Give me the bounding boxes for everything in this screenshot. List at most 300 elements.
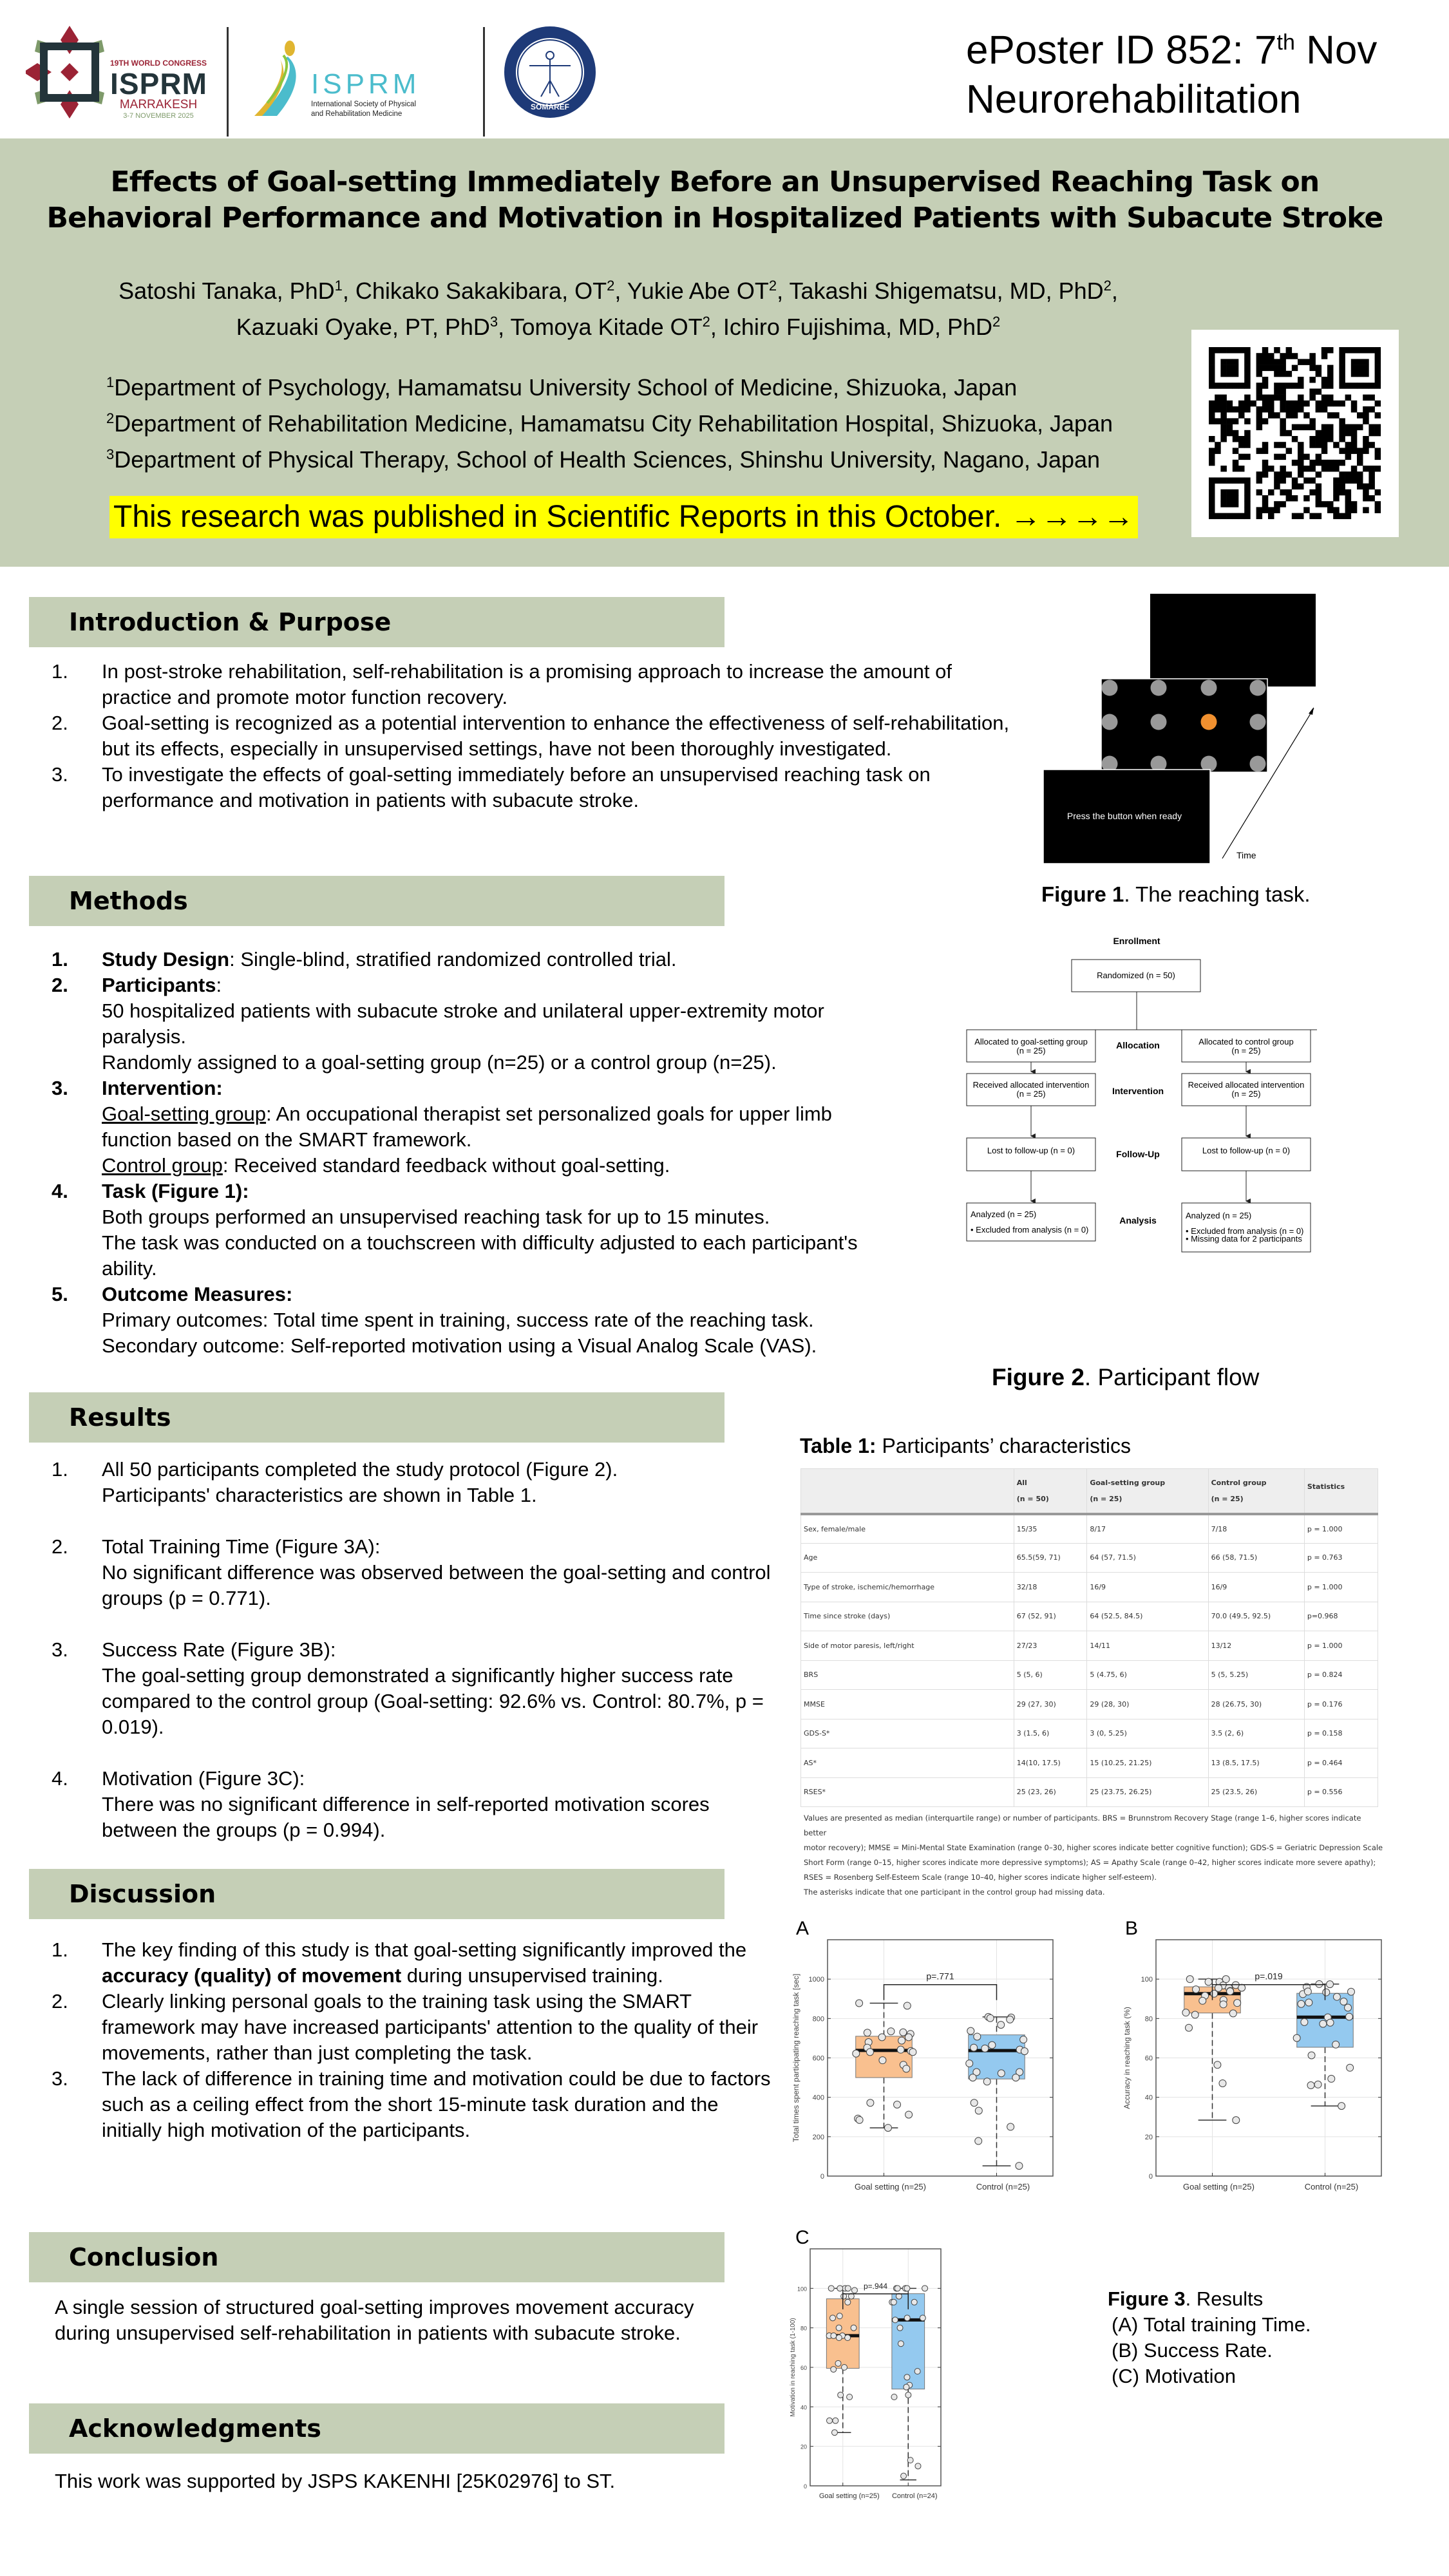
qr-module <box>1327 424 1334 431</box>
table-cell: 3.5 (2, 6) <box>1208 1719 1304 1748</box>
qr-module <box>1368 430 1375 437</box>
introduction-list <box>52 659 1018 813</box>
chart-3c-motivation <box>786 2215 1121 2512</box>
qr-module <box>1215 442 1221 448</box>
table-cell: 25 (23.5, 26) <box>1208 1777 1304 1807</box>
qr-module <box>1345 454 1352 460</box>
qr-module <box>1316 388 1322 395</box>
stage-intervention: Intervention <box>1112 1086 1164 1096</box>
qr-module <box>1345 501 1352 507</box>
data-point <box>987 2014 994 2022</box>
qr-module <box>1262 359 1269 365</box>
table-row <box>801 1719 1378 1748</box>
qr-module <box>1227 424 1233 431</box>
qr-module <box>1215 513 1221 520</box>
data-point <box>1227 1988 1234 1995</box>
data-point <box>895 2286 900 2291</box>
qr-module <box>1357 484 1363 490</box>
qr-module <box>1256 383 1263 389</box>
qr-module <box>1333 484 1340 490</box>
data-point <box>856 2000 863 2007</box>
data-point <box>1186 1976 1193 1983</box>
qr-module <box>1321 442 1328 448</box>
data-point <box>1333 1993 1340 2000</box>
data-point <box>1007 2016 1014 2023</box>
row-label: Sex, female/male <box>801 1514 1014 1544</box>
data-point <box>866 2049 873 2056</box>
affiliation: $^2$Department of Rehabilitation Medicine, Hamamatsu City Rehabilitation Hospital, Shizuoka, Japan <box>106 410 1113 437</box>
poster-title: Effects of Goal-setting Immediately Before an Unsupervised Reaching Task on Behavioral Performance and Motivation in Hospitalized Patients with Subacute Stroke <box>46 166 1383 234</box>
figure-3-caption: Figure 3. Results (A) Total training Time. (B) Success Rate. (C) Motivation <box>1108 2287 1311 2387</box>
qr-module <box>1256 388 1263 395</box>
data-point <box>1214 2061 1221 2069</box>
qr-module <box>1368 383 1375 389</box>
svg-text:3-7 NOVEMBER 2025: 3-7 NOVEMBER 2025 <box>123 112 194 120</box>
y-tick-label: 400 <box>812 2094 824 2102</box>
qr-module <box>1256 489 1263 496</box>
qr-module <box>1321 353 1328 359</box>
qr-module <box>1274 395 1280 401</box>
data-point <box>922 2286 928 2291</box>
qr-module <box>1345 395 1352 401</box>
qr-module <box>1298 401 1304 407</box>
figure-2-participant-flow <box>953 927 1391 1378</box>
qr-module <box>1280 383 1286 389</box>
qr-module <box>1298 377 1304 383</box>
qr-module <box>1209 454 1215 460</box>
qr-module <box>1227 383 1233 389</box>
qr-module <box>1233 436 1239 442</box>
qr-module <box>1368 406 1375 413</box>
data-point <box>864 2029 871 2036</box>
qr-module <box>1244 430 1251 437</box>
qr-module <box>1316 489 1322 496</box>
table-row <box>801 1660 1378 1690</box>
qr-module <box>1303 454 1310 460</box>
qr-module <box>1244 359 1251 365</box>
qr-module <box>1345 347 1352 354</box>
qr-module <box>1220 401 1227 407</box>
qr-module <box>1327 365 1334 372</box>
qr-module <box>1309 395 1316 401</box>
box-analysis-goal <box>967 1203 1095 1241</box>
qr-module <box>1368 471 1375 478</box>
screen-start-text: Press the button when ready <box>1066 811 1182 821</box>
qr-module <box>1292 401 1298 407</box>
qr-module <box>1333 477 1340 484</box>
qr-module <box>1345 424 1352 431</box>
qr-module <box>1339 365 1345 372</box>
section-heading-discussion: Discussion <box>29 1869 724 1919</box>
qr-module <box>1256 365 1263 372</box>
panel-label-a: A <box>796 1918 810 1939</box>
qr-module <box>1357 477 1363 484</box>
table-cell: 27/23 <box>1014 1631 1087 1661</box>
qr-module <box>1316 501 1322 507</box>
qr-module <box>1286 406 1293 413</box>
qr-module <box>1233 501 1239 507</box>
qr-module <box>1303 359 1310 365</box>
qr-module <box>1220 359 1227 365</box>
data-point <box>1020 2036 1027 2043</box>
qr-module <box>1220 466 1227 472</box>
qr-module <box>1238 454 1245 460</box>
qr-module <box>1262 377 1269 383</box>
list-item: 3. The lack of difference in training time and motivation could be due to factors such as a ceiling effect from the short 15-minute task duration and the initially high motivation of the participants. <box>52 2067 771 2141</box>
methods-list <box>52 947 902 1359</box>
qr-module <box>1357 471 1363 478</box>
qr-module <box>1209 495 1215 502</box>
data-point <box>1307 2082 1314 2089</box>
qr-module <box>1244 442 1251 448</box>
qr-module <box>1375 412 1381 419</box>
data-point <box>897 2046 904 2053</box>
qr-module <box>1327 460 1334 466</box>
qr-module <box>1316 365 1322 372</box>
qr-module <box>1274 347 1280 354</box>
qr-module <box>1309 466 1316 472</box>
data-point <box>1205 1978 1212 1985</box>
qr-module <box>1215 395 1221 401</box>
qr-module <box>1244 383 1251 389</box>
qr-module <box>1220 383 1227 389</box>
data-point <box>1220 2001 1227 2008</box>
qr-module <box>1262 466 1269 472</box>
qr-module <box>1345 430 1352 437</box>
qr-module <box>1309 424 1316 431</box>
qr-module <box>1363 406 1369 413</box>
table-cell: 15 (10.25, 21.25) <box>1087 1748 1208 1778</box>
qr-module <box>1375 371 1381 377</box>
svg-text:19TH WORLD CONGRESS: 19TH WORLD CONGRESS <box>109 59 207 68</box>
qr-module <box>1274 365 1280 372</box>
author-list: Satoshi Tanaka, PhD$^1$, Chikako Sakakibara, $OT^2$, Yukie Abe $OT^2$, Takashi Shigematsu, MD, PhD$^2$, Kazuaki Oyake, PT, PhD$^3$, Tomoya Kitade $OT^2$, Ichiro Fujishima, MD, PhD$^2$ <box>118 278 1118 340</box>
section-heading-results: Results <box>29 1392 724 1443</box>
qr-module <box>1351 442 1358 448</box>
qr-module <box>1298 424 1304 431</box>
qr-module <box>1286 412 1293 419</box>
data-point <box>897 2325 903 2331</box>
qr-module <box>1244 454 1251 460</box>
participants-table <box>800 1468 1378 1807</box>
qr-module <box>1339 377 1345 383</box>
qr-module <box>1244 347 1251 354</box>
data-point <box>891 2299 896 2305</box>
chart-3b-success-rate <box>1121 1913 1391 2196</box>
qr-module <box>1363 395 1369 401</box>
qr-module <box>1256 359 1263 365</box>
data-point <box>898 2037 905 2044</box>
qr-module <box>1268 513 1274 520</box>
qr-module <box>1351 430 1358 437</box>
table-cell: 66 (58, 71.5) <box>1208 1543 1304 1573</box>
qr-module <box>1244 377 1251 383</box>
data-point <box>1238 1984 1245 1991</box>
qr-module <box>1262 401 1269 407</box>
qr-module <box>1268 507 1274 513</box>
qr-module <box>1233 347 1239 354</box>
table-cell: 25 (23, 26) <box>1014 1777 1087 1807</box>
qr-module <box>1268 395 1274 401</box>
target-dot <box>1201 714 1217 730</box>
qr-module <box>1286 353 1293 359</box>
data-point <box>879 2057 886 2064</box>
qr-module <box>1368 495 1375 502</box>
qr-module <box>1286 383 1293 389</box>
qr-module <box>1357 454 1363 460</box>
table-cell: 64 (57, 71.5) <box>1087 1543 1208 1573</box>
data-point <box>845 2299 851 2305</box>
qr-module <box>1238 477 1245 484</box>
svg-text:Randomized (n = 50): Randomized (n = 50) <box>1097 971 1175 980</box>
qr-module <box>1375 359 1381 365</box>
screen-targets <box>1101 679 1267 772</box>
qr-module <box>1309 489 1316 496</box>
qr-module <box>1262 418 1269 424</box>
qr-module <box>1357 359 1363 365</box>
qr-module <box>1209 418 1215 424</box>
qr-module <box>1321 466 1328 472</box>
qr-module <box>1321 347 1328 354</box>
qr-module <box>1303 466 1310 472</box>
table-row <box>801 1777 1378 1807</box>
qr-module <box>1368 424 1375 431</box>
qr-module <box>1345 448 1352 454</box>
data-point <box>1338 2103 1345 2110</box>
qr-module <box>1363 484 1369 490</box>
qr-module <box>1286 495 1293 502</box>
list-item: 1. All 50 participants completed the study protocol (Figure 2). Participants' characteristics are shown in Table 1. <box>52 1458 618 1506</box>
column-header <box>801 1469 1014 1514</box>
data-point <box>911 2299 917 2305</box>
qr-module <box>1286 430 1293 437</box>
data-point <box>893 2317 898 2323</box>
table-1-notes: Values are presented as median (interquartile range) or number of participants. BRS = Brunnstrom Recovery Stage (range 1–6, higher scores indicate better motor recovery); MMSE = Mini-Mental State Examination (range 0–30, higher scores indicate better cognitive function); GDS-S = Geriatric Depression Scale Short Form (range 0–15, higher scores indicate more depressive symptoms); AS = Apathy Scale (range 0–42, higher scores indicate more severe apathy); RSES = Rosenberg Self-Esteem Scale (range 10–40, higher scores indicate higher self-esteem). The asterisks indicate that one participant in the control group had missing data. <box>804 1814 1383 1897</box>
qr-module <box>1327 412 1334 419</box>
qr-module <box>1280 454 1286 460</box>
qr-module <box>1274 471 1280 478</box>
results-list <box>52 1457 773 1843</box>
qr-module <box>1321 424 1328 431</box>
list-item: 1. The key finding of this study is that goal-setting significantly improved the accuracy (quality) of movement during unsupervised training. <box>52 1938 747 1987</box>
qr-module <box>1280 466 1286 472</box>
qr-module <box>1339 477 1345 484</box>
qr-module <box>1292 353 1298 359</box>
svg-text:(n = 25): (n = 25) <box>1016 1046 1046 1056</box>
qr-module <box>1262 353 1269 359</box>
y-tick-label: 600 <box>812 2054 824 2063</box>
table-cell: 13 (8.5, 17.5) <box>1208 1748 1304 1778</box>
qr-module <box>1345 489 1352 496</box>
row-label: AS* <box>801 1748 1014 1778</box>
data-point <box>1293 2034 1300 2041</box>
qr-module <box>1274 371 1280 377</box>
data-point <box>1234 2000 1241 2007</box>
list-item: 3. Success Rate (Figure 3B): The goal-setting group demonstrated a significantly higher success rate compared to the control group (Goal-setting: 92.6% vs. Control: 80.7%, p = 0.019). <box>52 1638 764 1738</box>
qr-module <box>1363 371 1369 377</box>
stage-enrollment: Enrollment <box>1113 936 1160 946</box>
y-tick-label: 20 <box>1144 2133 1153 2141</box>
data-point <box>878 2034 886 2041</box>
row-label: Age <box>801 1543 1014 1573</box>
qr-module <box>1351 365 1358 372</box>
qr-module <box>1321 430 1328 437</box>
qr-module <box>1280 395 1286 401</box>
qr-module <box>1303 424 1310 431</box>
qr-module <box>1351 347 1358 354</box>
qr-module <box>1375 383 1381 389</box>
table-cell: 5 (4.75, 6) <box>1087 1660 1208 1690</box>
data-point <box>833 2418 838 2423</box>
qr-module <box>1363 448 1369 454</box>
qr-module <box>1351 466 1358 472</box>
qr-module <box>1345 513 1352 520</box>
qr-module <box>1209 401 1215 407</box>
data-point <box>1193 1986 1200 1993</box>
qr-module <box>1333 401 1340 407</box>
data-point <box>1211 1990 1218 1997</box>
qr-module <box>1321 460 1328 466</box>
qr-module <box>1333 495 1340 502</box>
qr-module <box>1209 436 1215 442</box>
qr-module <box>1321 501 1328 507</box>
qr-module <box>1262 442 1269 448</box>
qr-module <box>1303 507 1310 513</box>
qr-module <box>1351 359 1358 365</box>
qr-module <box>1227 418 1233 424</box>
qr-module <box>1220 406 1227 413</box>
qr-module <box>1209 371 1215 377</box>
qr-module <box>1262 406 1269 413</box>
qr-module <box>1375 454 1381 460</box>
data-point <box>907 2458 913 2463</box>
qr-module <box>1363 365 1369 372</box>
qr-module <box>1298 454 1304 460</box>
qr-module <box>1280 477 1286 484</box>
qr-module <box>1351 507 1358 513</box>
qr-module <box>1280 471 1286 478</box>
qr-module <box>1298 484 1304 490</box>
p-value-label: p=.771 <box>926 1971 954 1982</box>
y-tick-label: 0 <box>1148 2173 1153 2181</box>
qr-module <box>1292 412 1298 419</box>
qr-module <box>1316 442 1322 448</box>
table-cell: p = 0.763 <box>1304 1543 1378 1573</box>
row-label: BRS <box>801 1660 1014 1690</box>
chart-3a-training-time <box>786 1913 1121 2196</box>
qr-module <box>1244 401 1251 407</box>
qr-module <box>1351 471 1358 478</box>
qr-module <box>1321 448 1328 454</box>
qr-module <box>1303 401 1310 407</box>
qr-module <box>1363 507 1369 513</box>
qr-module <box>1375 466 1381 472</box>
qr-module <box>1339 418 1345 424</box>
qr-module <box>1227 489 1233 496</box>
qr-module <box>1227 430 1233 437</box>
qr-module <box>1339 371 1345 377</box>
table-cell: p = 1.000 <box>1304 1631 1378 1661</box>
qr-module <box>1292 365 1298 372</box>
qr-module <box>1309 353 1316 359</box>
qr-module <box>1339 353 1345 359</box>
table-cell: 16/9 <box>1087 1573 1208 1602</box>
data-point <box>905 2111 913 2118</box>
qr-module <box>1238 406 1245 413</box>
data-point <box>974 2033 981 2040</box>
qr-module <box>1209 377 1215 383</box>
data-point <box>831 2333 837 2338</box>
qr-module <box>1262 395 1269 401</box>
eposter-id: ePoster ID 852: 7th Nov Neurorehabilitation <box>966 18 1377 124</box>
qr-module <box>1309 513 1316 520</box>
data-point <box>1328 2075 1335 2082</box>
qr-module <box>1375 377 1381 383</box>
stage-followup: Follow-Up <box>1116 1149 1160 1159</box>
data-point <box>1021 2048 1028 2055</box>
qr-module <box>1327 466 1334 472</box>
qr-module <box>1268 412 1274 419</box>
qr-module <box>1280 406 1286 413</box>
qr-module <box>1238 513 1245 520</box>
data-point <box>831 2367 837 2372</box>
data-point <box>1345 2013 1352 2020</box>
qr-module <box>1220 495 1227 502</box>
table-cell: 14/11 <box>1087 1631 1208 1661</box>
qr-module <box>1357 365 1363 372</box>
table-cell: 16/9 <box>1208 1573 1304 1602</box>
affiliation: $^3$Department of Physical Therapy, School of Health Sciences, Shinshu University, Nagano, Japan <box>106 446 1101 473</box>
qr-module <box>1233 477 1239 484</box>
table-cell: 13/12 <box>1208 1631 1304 1661</box>
qr-module <box>1345 477 1352 484</box>
row-label: GDS-S* <box>801 1719 1014 1748</box>
table-cell: p = 0.176 <box>1304 1690 1378 1719</box>
star-ornament-icon <box>26 26 104 118</box>
qr-module <box>1274 388 1280 395</box>
list-item: 1. Study Design: Single-blind, stratified randomized controlled trial. <box>52 948 677 971</box>
qr-module <box>1316 513 1322 520</box>
y-tick-label: 60 <box>1144 2054 1153 2063</box>
qr-module <box>1316 371 1322 377</box>
data-point <box>905 2034 912 2041</box>
data-point <box>1233 2117 1240 2124</box>
qr-module <box>1333 442 1340 448</box>
qr-code[interactable] <box>1191 330 1399 537</box>
qr-module <box>1274 383 1280 389</box>
qr-module <box>1220 489 1227 496</box>
grid-dot <box>1151 714 1167 730</box>
qr-module <box>1339 430 1345 437</box>
qr-module <box>1339 513 1345 520</box>
data-point <box>1016 2163 1023 2170</box>
data-point <box>998 2022 1005 2029</box>
qr-module <box>1244 477 1251 484</box>
qr-module <box>1262 365 1269 372</box>
qr-module <box>1274 507 1280 513</box>
qr-module <box>1368 477 1375 484</box>
qr-module <box>1286 471 1293 478</box>
qr-module <box>1227 371 1233 377</box>
table-cell: 28 (26.75, 30) <box>1208 1690 1304 1719</box>
qr-module <box>1233 371 1239 377</box>
svg-text:SOMAREF: SOMAREF <box>531 102 569 111</box>
data-point <box>975 2107 982 2114</box>
qr-module <box>1233 448 1239 454</box>
qr-module <box>1280 388 1286 395</box>
qr-module <box>1327 383 1334 389</box>
list-item: 1. In post-stroke rehabilitation, self-rehabilitation is a promising approach to increase the amount of practice and promote motor function recovery. <box>52 660 952 708</box>
